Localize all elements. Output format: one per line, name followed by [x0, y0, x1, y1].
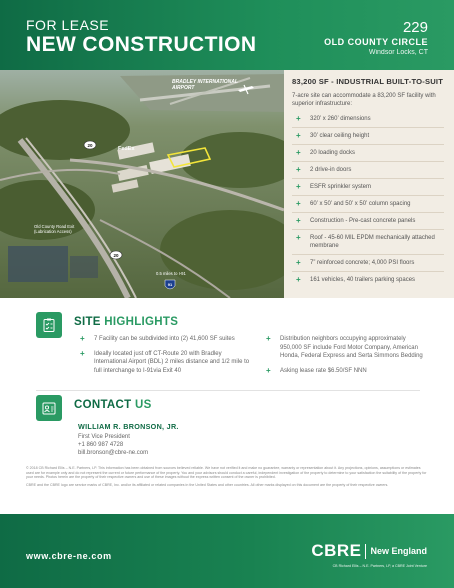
route-20-shield-label: 20 — [113, 253, 119, 258]
plus-icon: + — [296, 215, 301, 225]
spec-item-text: Construction - Pre-cast concrete panels — [310, 217, 416, 224]
plus-icon: + — [296, 232, 301, 242]
site-highlights-title-a: SITE — [74, 316, 101, 328]
spec-item — [292, 162, 444, 179]
spec-item — [292, 196, 444, 213]
plus-icon: + — [296, 147, 301, 157]
highlight-item — [80, 335, 250, 344]
old-county-label — [34, 224, 75, 234]
highlight-item — [266, 367, 426, 376]
contact-card-icon — [36, 395, 62, 421]
specifications-list — [292, 111, 444, 288]
spec-item — [292, 255, 444, 272]
logo-region-text: New England — [370, 546, 427, 556]
plus-icon: + — [296, 113, 301, 123]
spec-item-text: 2 drive-in doors — [310, 166, 352, 173]
logo-separator — [365, 544, 366, 559]
old-county-label-line1: Old County Road Exit — [34, 224, 75, 229]
airport-label-line2: AIRPORT — [172, 85, 195, 91]
site-highlights-section — [0, 298, 454, 390]
site-highlights-title — [74, 316, 178, 328]
legal-disclaimer — [26, 466, 428, 490]
route-20-shield-label: 20 — [87, 143, 93, 148]
contact-email[interactable]: bill.bronson@cbre-ne.com — [78, 450, 149, 456]
street-number: 229 — [402, 19, 428, 36]
cbre-logo — [311, 542, 427, 568]
plus-icon: + — [296, 274, 301, 284]
solar-field — [70, 256, 98, 278]
spec-item — [292, 272, 444, 288]
route-20-shield-icon — [84, 141, 96, 149]
plus-icon: + — [266, 334, 271, 343]
highlight-item — [80, 350, 250, 376]
contact-phone[interactable]: +1 860 987 4728 — [78, 442, 124, 448]
highlight-text: 7 Facility can be subdivided into (2) 41,600 SF suites — [94, 336, 235, 342]
contact-title — [74, 399, 152, 411]
highlight-text: Asking lease rate $6.50/SF NNN — [280, 367, 367, 374]
spec-item — [292, 230, 444, 255]
plus-icon: + — [296, 164, 301, 174]
website-link[interactable]: www.cbre-ne.com — [26, 551, 112, 561]
highlight-text: Distribution neighbors occupying approximately 950,000 SF include Ford Motor Company, American Honda, Federal Express and Serta Simmons Bedding — [280, 336, 423, 360]
plus-icon: + — [296, 130, 301, 140]
disclaimer-paragraph: CBRE and the CBRE logo are service marks of CBRE, Inc. and/or its affiliated or related companies in the United States and other countries. All other marks displayed on this document are the property of their respective owners. — [26, 482, 389, 487]
page-title: NEW CONSTRUCTION — [26, 33, 257, 56]
aerial-photo — [0, 70, 284, 298]
city-state: Windsor Locks, CT — [368, 49, 428, 56]
site-highlights-title-b: HIGHLIGHTS — [104, 316, 179, 328]
specifications-title: 83,200 SF - INDUSTRIAL BUILT-TO-SUIT — [292, 77, 444, 86]
highlight-item — [266, 335, 426, 361]
contact-section — [0, 392, 454, 462]
plus-icon: + — [296, 198, 301, 208]
spec-item-text: 20 loading docks — [310, 149, 356, 156]
interstate-91-shield-label: 91 — [167, 282, 173, 287]
spec-item — [292, 145, 444, 162]
highlight-text: Ideally located just off CT-Route 20 with Bradley International Airport (BDL) 2 miles distance and 1/2 mile to full interchange to I-91via Exit 40 — [94, 350, 250, 374]
contact-name: WILLIAM R. BRONSON, JR. — [78, 422, 179, 431]
contact-title-a: CONTACT — [74, 399, 132, 411]
section-divider — [36, 390, 420, 391]
cbre-logo-row — [311, 542, 427, 560]
header-title-block — [26, 17, 256, 57]
cbre-logo-text: CBRE — [311, 541, 362, 560]
interstate-91-shield-icon — [165, 280, 175, 289]
spec-item-text: 60’ x 50’ and 50’ x 50’ column spacing — [310, 200, 411, 207]
route-20-shield-icon — [110, 251, 122, 259]
plus-icon: + — [296, 257, 301, 267]
footer-banner — [0, 514, 454, 588]
contact-role: First Vice President — [78, 434, 130, 440]
spec-item-text: ESFR sprinkler system — [310, 183, 372, 190]
distance-label: 0.5 miles to I-91 — [156, 271, 186, 276]
solar-field — [8, 246, 68, 282]
spec-item — [292, 213, 444, 230]
plus-icon: + — [296, 181, 301, 191]
specifications-intro: 7-acre site can accommodate a 83,200 SF facility with superior infrastructure: — [292, 93, 436, 108]
highlights-right-column — [266, 335, 426, 381]
plus-icon: + — [266, 365, 271, 375]
old-county-label-line2: (Lubrication Access) — [34, 229, 72, 234]
spec-item-text: 7” reinforced concrete; 4,000 PSI floors — [310, 259, 415, 266]
contact-title-b: US — [134, 399, 152, 411]
header-banner — [0, 0, 454, 70]
spec-item-text: 30’ clear ceiling height — [310, 132, 370, 139]
spec-item-text: Roof - 45-60 MIL EPDM mechanically attached membrane — [310, 234, 435, 249]
plus-icon: + — [80, 348, 85, 358]
logo-tagline: CB Richard Ellis – N.E. Partners, LP, a CBRE Joint Venture — [332, 564, 427, 568]
airport-label-line1: BRADLEY INTERNATIONAL — [172, 79, 238, 85]
fedex-logo-label: FedEx — [118, 146, 135, 152]
street-name: OLD COUNTY CIRCLE — [324, 37, 428, 47]
disclaimer-paragraph: © 2018 CB Richard Ellis – N.E. Partners, LP. This information has been obtained from sources believed reliable. We have not verified it and make no guarantee, warranty or representation about it. Any projections, opinions, assumptions or estimates used are for example only and do not represent the current or future performance of the property. You and your advisors should conduct a careful, independent investigation of the property to determine to your satisfaction the suitability of the property for your needs. Photos herein are the property of their respective owners and use of these images without the express written consent of the owner is prohibited. — [26, 466, 427, 480]
for-lease-label: FOR LEASE — [26, 17, 110, 33]
aerial-photo-illustration — [0, 70, 284, 298]
spec-item — [292, 128, 444, 145]
plus-icon: + — [80, 334, 85, 343]
spec-item — [292, 111, 444, 128]
spec-item-text: 320’ x 260’ dimensions — [310, 115, 371, 122]
property-address — [324, 20, 428, 58]
clipboard-icon — [36, 312, 62, 338]
spec-item — [292, 179, 444, 196]
spec-item-text: 161 vehicles, 40 trailers parking spaces — [310, 276, 416, 283]
highlights-left-column — [80, 335, 250, 381]
specifications-panel — [284, 70, 454, 298]
